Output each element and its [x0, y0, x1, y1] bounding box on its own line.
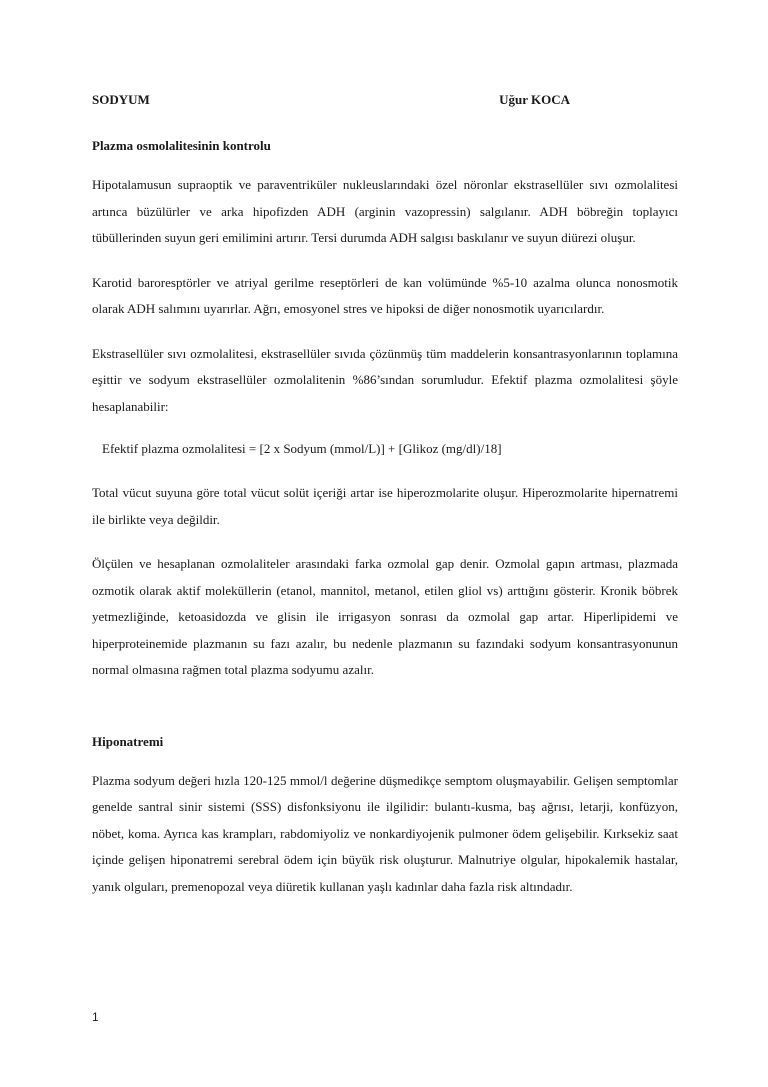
section-paragraph: Plazma sodyum değeri hızla 120-125 mmol/l değerine düşmedikçe semptom oluşmayabilir. Gelişen semptomlar genelde santral sinir sistemi (SSS) disfonksiyonu ile ilgilidir: bulantı-kusma, baş ağrısı, letarji, konfüzyon, nöbet, koma. Ayrıca kas krampları, rabdomiyoliz ve nonkardiyojenik pulmoner ödem gelişebilir. Kırksekiz saat içinde gelişen hiponatremi serebral ödem için büyük risk oluşturur. Malnutriye olgular, hipokalemik hastalar, yanık olguları, premenopozal veya diüretik kullanan yaşlı kadınlar daha fazla risk altındadır. [92, 772, 678, 894]
page-content [92, 92, 678, 900]
paragraph-2: Karotid baroresptörler ve atriyal gerilme reseptörleri de kan volümünde %5-10 azalma olunca nonosmotik olarak ADH salımını uyarırlar. Ağrı, emosyonel stres ve hipoksi de diğer nonosmotik uyarıcılardır. [92, 274, 678, 316]
paragraph-1: Hipotalamusun supraoptik ve paraventriküler nukleuslarındaki özel nöronlar ekstrasellüler sıvı ozmolalitesi artınca büzülürler ve arka hipofizden ADH (arginin vazopressin) salgılanır. ADH böbreğin toplayıcı tübüllerinden suyun geri emilimini artırır. Tersi durumda ADH salgısı baskılanır ve suyun diürezi oluşur. [92, 177, 678, 245]
formula: Efektif plazma ozmolalitesi = [2 x Sodyum (mmol/L)] + [Glikoz (mg/dl)/18] [102, 441, 502, 456]
subheading: Plazma osmolalitesinin kontrolu [92, 138, 271, 153]
author-name: Uğur KOCA [499, 92, 570, 107]
paragraph-5: Ölçülen ve hesaplanan ozmolaliteler arasındaki farka ozmolal gap denir. Ozmolal gapın artması, plazmada ozmotik olarak aktif moleküllerin (etanol, mannitol, metanol, etilen gliol vs) arttığını gösterir. Kronik böbrek yetmezliğinde, ketoasidozda ve glisin ile irrigasyon sonrası da ozmolal gap artar. Hiperlipidemi ve hiperproteinemide plazmanın su fazı azalır, bu nedenle plazmanın su fazındaki sodyum konsantrasyonunun normal olmasına rağmen total plazma sodyumu azalır. [92, 556, 678, 677]
paragraph-3: Ekstrasellüler sıvı ozmolalitesi, ekstrasellüler sıvıda çözünmüş tüm maddelerin konsantrasyonlarının toplamına eşittir ve sodyum ekstrasellüler ozmolalitenin %86’sından sorumludur. Efektif plazma ozmolalitesi şöyle hesaplanabilir: [92, 345, 678, 414]
document-header [92, 92, 678, 108]
page-number: 1 [92, 1010, 99, 1024]
paragraph-4: Total vücut suyuna göre total vücut solüt içeriği artar ise hiperozmolarite oluşur. Hiperozmolarite hipernatremi ile birlikte veya değildir. [92, 485, 678, 527]
section-title: Hiponatremi [92, 733, 164, 749]
document-title: SODYUM [92, 92, 150, 107]
